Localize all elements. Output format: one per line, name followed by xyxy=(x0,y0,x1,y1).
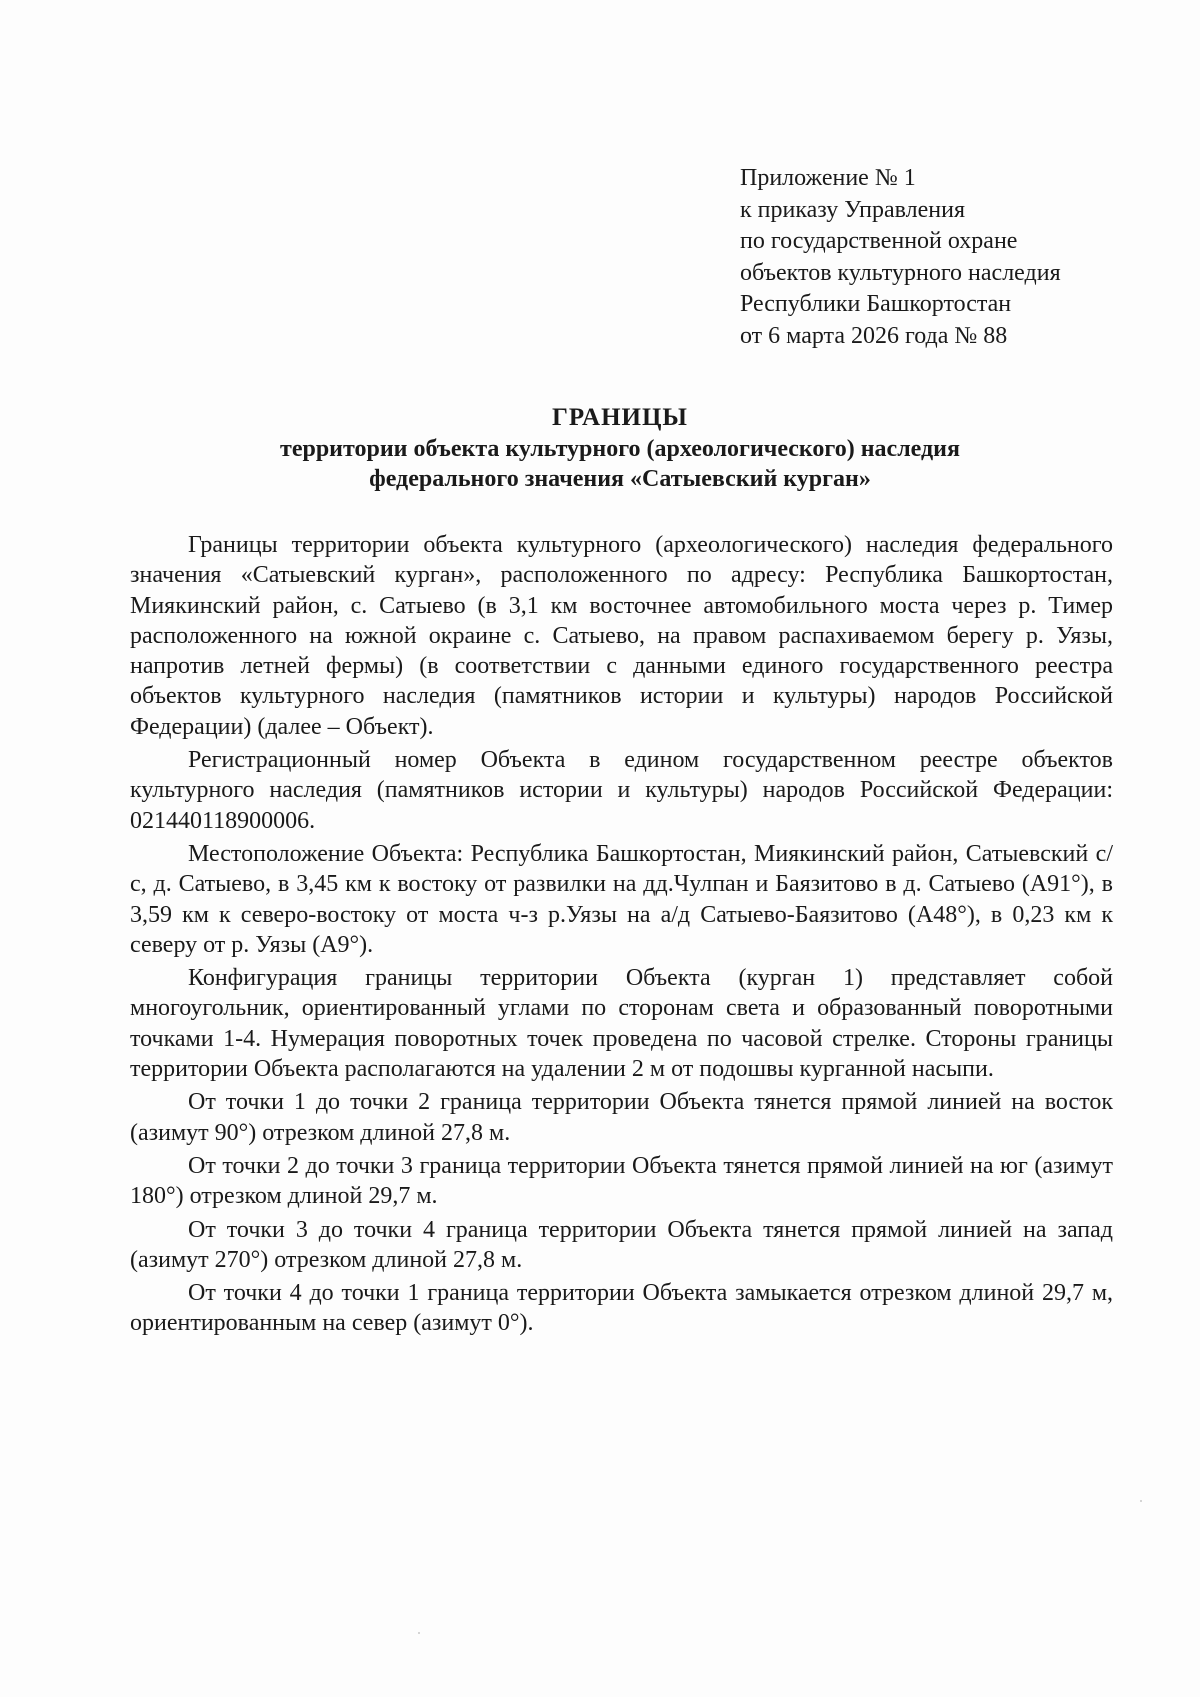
document-body xyxy=(130,530,1113,1339)
paragraph-registration-number: Регистрационный номер Объекта в едином государственном реестре объектов культурного наследия (памятников истории и культуры) народов Российской Федерации: 021440118900006. xyxy=(130,747,1113,834)
appendix-header xyxy=(740,163,1160,352)
title-subtitle-line2: федерального значения «Сатыевский курган» xyxy=(369,466,871,492)
appendix-line: Приложение № 1 xyxy=(740,165,916,191)
paragraph-segment-4-1: От точки 4 до точки 1 граница территории Объекта замыкается отрезком длиной 29,7 м, ориентированным на север (азимут 0°). xyxy=(130,1280,1113,1337)
title-heading: ГРАНИЦЫ xyxy=(552,404,688,431)
title-subtitle-line1: территории объекта культурного (археологического) наследия xyxy=(280,436,960,462)
appendix-line: объектов культурного наследия xyxy=(740,259,1061,286)
paragraph-boundaries-description: Границы территории объекта культурного (археологического) наследия федерального значения «Сатыевский курган», расположенного по адресу: Республика Башкортостан, Миякинский район, с. Сатыево (в 3,1 км восточнее автомобильного моста через р. Тимер расположенного на южной окраине с. Сатыево, на правом распахиваемом берегу р. Уязы, напротив летней фермы) (в соответствии с данными единого государственного реестра объектов культурного наследия (памятников истории и культуры) народов Российской Федерации) (далее – Объект). xyxy=(130,532,1113,740)
scan-speck xyxy=(418,1632,420,1634)
paragraph-location: Местоположение Объекта: Республика Башкортостан, Миякинский район, Сатыевский с/с, д. Сатыево, в 3,45 км к востоку от развилки на дд.Чулпан и Баязитово в д. Сатыево (А91°), в 3,59 км к северо-востоку от моста ч-з р.Уязы на а/д Сатыево-Баязитово (А48°), в 0,23 км к северу от р. Уязы (А9°). xyxy=(130,840,1113,958)
paragraph-segment-1-2: От точки 1 до точки 2 граница территории Объекта тянется прямой линией на восток (азимут 90°) отрезком длиной 27,8 м. xyxy=(130,1089,1113,1146)
document-title xyxy=(120,403,1120,494)
scan-speck xyxy=(1140,1500,1142,1502)
paragraph-segment-2-3: От точки 2 до точки 3 граница территории Объекта тянется прямой линией на юг (азимут 180°) отрезком длиной 29,7 м. xyxy=(130,1152,1113,1210)
appendix-line: к приказу Управления xyxy=(740,196,966,223)
paragraph-configuration: Конфигурация границы территории Объекта (курган 1) представляет собой многоугольник, ориентированный углами по сторонам света и образованный поворотными точками 1-4. Нумерация поворотных точек проведена по часовой стрелке. Стороны границы территории Объекта располагаются на удалении 2 м от подошвы курганной насыпи. xyxy=(130,965,1113,1083)
appendix-line: от 6 марта 2026 года № 88 xyxy=(740,322,1008,349)
appendix-line: по государственной охране xyxy=(740,228,1018,254)
paragraph-segment-3-4: От точки 3 до точки 4 граница территории Объекта тянется прямой линией на запад (азимут 270°) отрезком длиной 27,8 м. xyxy=(130,1216,1113,1273)
appendix-line: Республики Башкортостан xyxy=(740,291,1012,317)
